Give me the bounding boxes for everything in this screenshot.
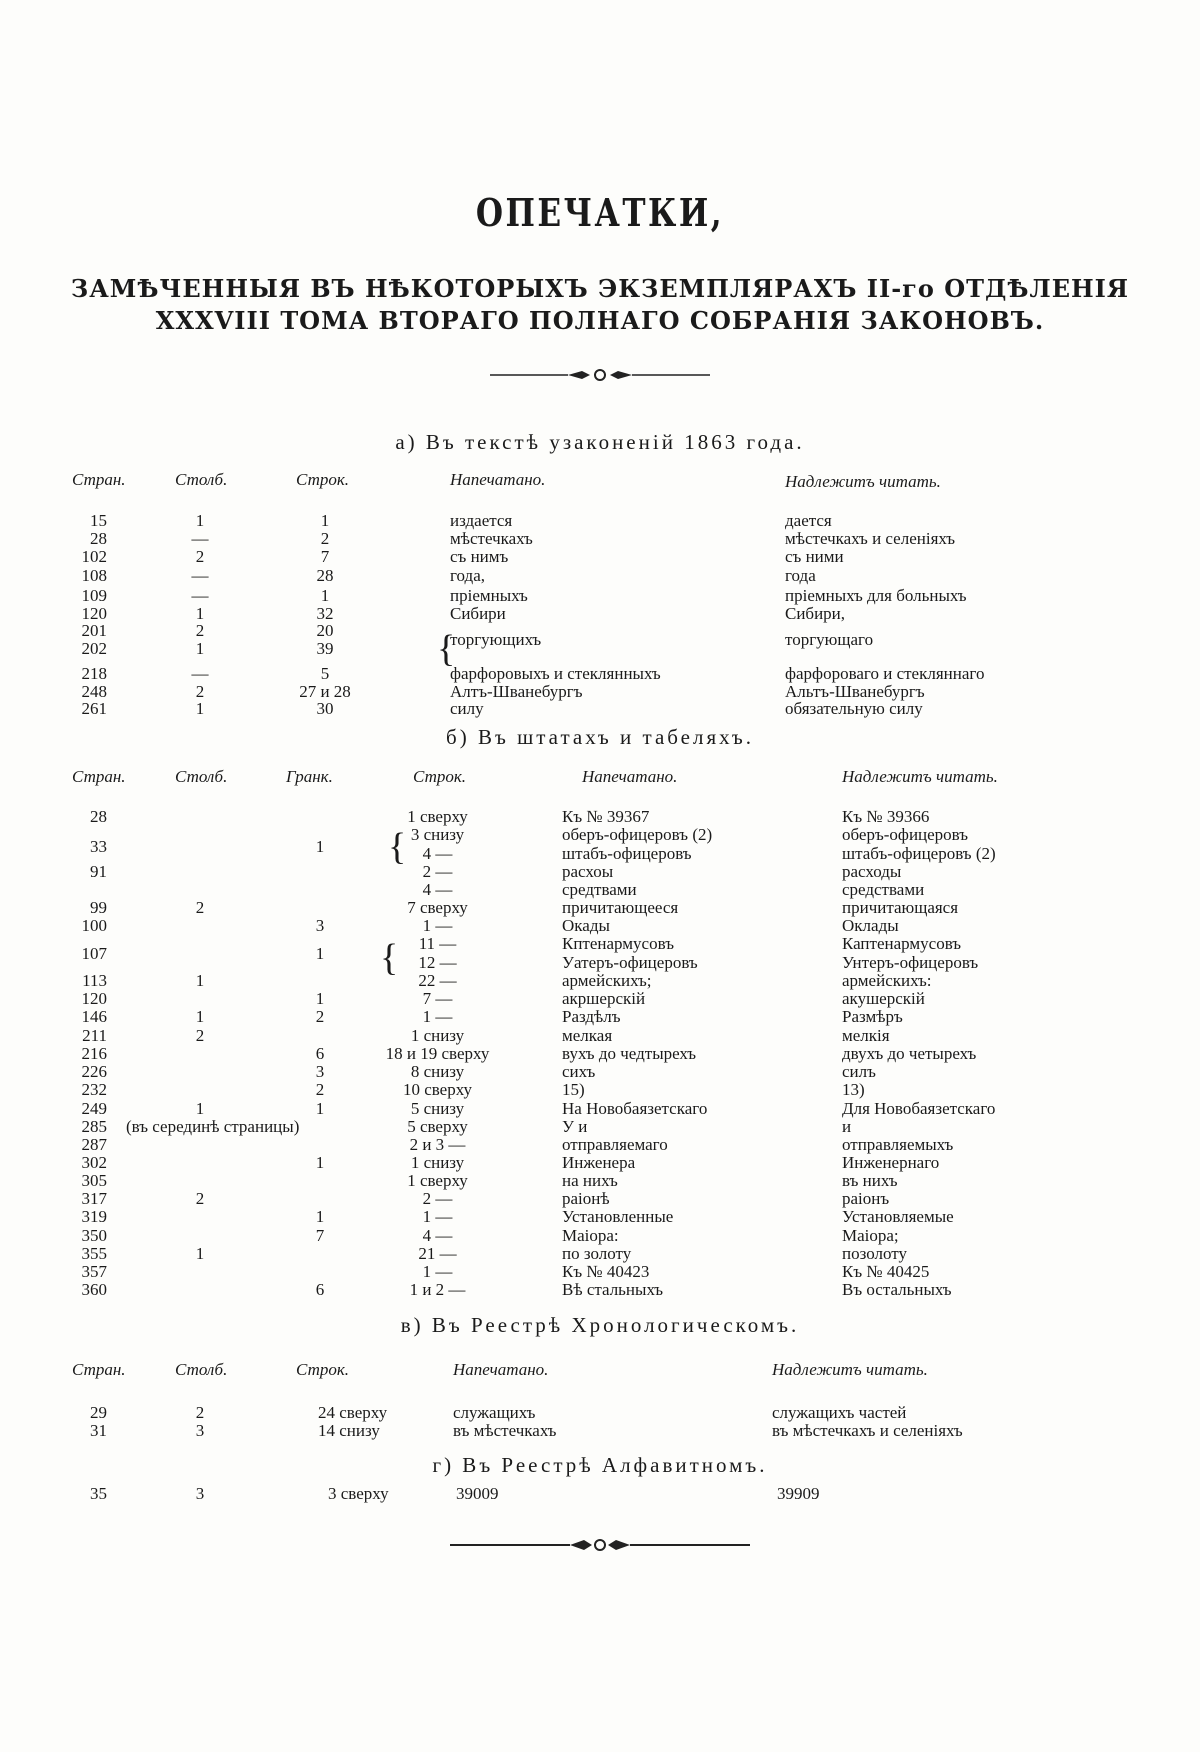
errata-b-read: Къ № 40425 xyxy=(842,1262,930,1281)
errata-b-grank: 3 xyxy=(315,1062,325,1081)
errata-b-line: 3 снизу xyxy=(410,825,465,844)
errata-c-line: 14 снизу xyxy=(318,1421,380,1440)
errata-a-printed: Сибири xyxy=(450,604,506,623)
errata-a-line: 1 xyxy=(320,586,330,605)
errata-b-page: 146 xyxy=(81,1007,107,1026)
errata-b-read: Установляемые xyxy=(842,1207,954,1226)
errata-b-read: отправляемыхъ xyxy=(842,1135,954,1154)
errata-b-line: 1 — xyxy=(422,916,453,935)
errata-b-read: въ нихъ xyxy=(842,1171,898,1190)
errata-b-grank: 1 xyxy=(315,1099,325,1118)
errata-b-column: 1 xyxy=(195,1099,205,1118)
section-b-header-line: Строк. xyxy=(413,767,467,786)
errata-a-column: 1 xyxy=(195,511,205,530)
errata-b-read: Для Новобаязетскаго xyxy=(842,1099,996,1118)
errata-a-read: торгующаго xyxy=(785,630,874,649)
errata-b-page: 249 xyxy=(81,1099,107,1118)
errata-b-line: 1 сверху xyxy=(407,807,468,826)
section-d-heading: г) Въ Реестрѣ Алфавитномъ. xyxy=(432,1453,768,1477)
errata-b-printed: Установленные xyxy=(562,1207,674,1226)
errata-a-line: 2 xyxy=(320,529,330,548)
section-a-header-read: Надлежитъ читать. xyxy=(785,472,941,491)
errata-b-read: раіонъ xyxy=(842,1189,890,1208)
errata-b-printed: Кптенармусовъ xyxy=(562,934,674,953)
errata-b-printed: вухъ до чедтырехъ xyxy=(562,1044,697,1063)
section-b-heading: б) Въ штатахъ и табеляхъ. xyxy=(446,725,754,749)
errata-b-line: 2 и 3 — xyxy=(409,1135,466,1154)
errata-b-page: 287 xyxy=(81,1135,107,1154)
errata-b-read: мелкія xyxy=(842,1026,890,1045)
errata-b-printed: раіонѣ xyxy=(562,1189,610,1208)
errata-a-column: 2 xyxy=(195,682,205,701)
errata-b-column: 2 xyxy=(195,1026,205,1045)
errata-b-printed: сихъ xyxy=(562,1062,596,1081)
errata-b-read: силъ xyxy=(842,1062,876,1081)
errata-b-line: 22 — xyxy=(418,971,457,990)
errata-a-column: 1 xyxy=(195,699,205,718)
errata-b-read: расходы xyxy=(842,862,902,881)
errata-b-page: 28 xyxy=(90,807,107,826)
errata-b-read: Маіора; xyxy=(842,1226,899,1245)
errata-b-page: 302 xyxy=(81,1153,107,1172)
errata-b-line: 18 и 19 сверху xyxy=(385,1044,490,1063)
errata-b-read: причитающаяся xyxy=(842,898,959,917)
errata-b-grank: 1 xyxy=(315,837,325,856)
ornament-top xyxy=(0,368,1200,387)
errata-b-grank: 7 xyxy=(315,1226,325,1245)
errata-b-printed: акршерскій xyxy=(562,989,646,1008)
errata-a-column: — xyxy=(191,529,209,548)
errata-a-page: 218 xyxy=(81,664,107,683)
errata-a-line: 39 xyxy=(316,639,334,658)
errata-a-printed: издается xyxy=(450,511,513,530)
errata-b-read: 13) xyxy=(842,1080,865,1099)
errata-a-page: 109 xyxy=(81,586,107,605)
errata-b-page: 120 xyxy=(81,989,107,1008)
errata-a-read: пріемныхъ для больныхъ xyxy=(785,586,967,605)
errata-b-line: 1 сверху xyxy=(407,1171,468,1190)
errata-b-column: 2 xyxy=(195,1189,205,1208)
errata-b-page: 232 xyxy=(81,1080,107,1099)
page-subtitle-line-2: XXXVIII ТОМА ВТОРАГО ПОЛНАГО СОБРАНІЯ ЗАКОНОВЪ. xyxy=(155,306,1045,335)
errata-b-column: 2 xyxy=(195,898,205,917)
errata-d-printed: 39009 xyxy=(456,1484,499,1503)
errata-b-grank: 6 xyxy=(315,1280,325,1299)
errata-b-page: 360 xyxy=(81,1280,107,1299)
errata-d-read: 39909 xyxy=(777,1484,820,1503)
errata-b-printed: на нихъ xyxy=(562,1171,618,1190)
errata-b-read: оберъ-офицеровъ xyxy=(842,825,969,844)
errata-b-page: 285 xyxy=(81,1117,107,1136)
errata-b-line: 1 снизу xyxy=(410,1153,465,1172)
errata-b-column: 1 xyxy=(195,971,205,990)
errata-a-page: 15 xyxy=(90,511,107,530)
errata-b-grank: 2 xyxy=(315,1080,325,1099)
section-c-heading: в) Въ Реестрѣ Хронологическомъ. xyxy=(400,1313,800,1337)
errata-b-read: армейскихъ: xyxy=(842,971,932,990)
errata-b-read: Унтеръ-офицеровъ xyxy=(842,953,979,972)
errata-a-column: 1 xyxy=(195,604,205,623)
errata-b-read: штабъ-офицеровъ (2) xyxy=(842,844,996,863)
errata-a-page: 102 xyxy=(81,547,107,566)
errata-b-line: 21 — xyxy=(418,1244,457,1263)
errata-a-line: 20 xyxy=(316,621,334,640)
errata-a-printed: мѣстечкахъ xyxy=(450,529,533,548)
errata-b-line: 10 сверху xyxy=(402,1080,473,1099)
errata-b-grank: 3 xyxy=(315,916,325,935)
errata-a-read: Альтъ-Шванебургъ xyxy=(785,682,925,701)
errata-b-line: 1 снизу xyxy=(410,1026,465,1045)
errata-b-read: Къ № 39366 xyxy=(842,807,930,826)
errata-b-page: 107 xyxy=(81,944,107,963)
errata-a-line: 30 xyxy=(316,699,334,718)
errata-a-column: 1 xyxy=(195,639,205,658)
errata-b-page: 99 xyxy=(90,898,107,917)
errata-c-page: 31 xyxy=(90,1421,107,1440)
errata-a-column: — xyxy=(191,566,209,585)
errata-a-read: съ ними xyxy=(785,547,844,566)
errata-b-page: 216 xyxy=(81,1044,107,1063)
errata-b-page: 226 xyxy=(81,1062,107,1081)
errata-a-printed: фарфоровыхъ и стеклянныхъ xyxy=(450,664,661,683)
errata-a-read: года xyxy=(785,566,816,585)
errata-b-page: 350 xyxy=(81,1226,107,1245)
errata-b-printed: Раздѣлъ xyxy=(562,1007,621,1026)
brace-107: { xyxy=(380,937,399,979)
errata-b-page: 357 xyxy=(81,1262,107,1281)
errata-a-line: 28 xyxy=(316,566,334,585)
errata-a-printed: силу xyxy=(450,699,484,718)
errata-c-column: 3 xyxy=(195,1421,205,1440)
errata-b-printed: расхоы xyxy=(562,862,614,881)
section-a-header-printed: Напечатано. xyxy=(450,470,546,489)
errata-a-read: дается xyxy=(785,511,832,530)
errata-a-page: 108 xyxy=(81,566,107,585)
errata-a-column: — xyxy=(191,664,209,683)
section-b-header-grank: Гранк. xyxy=(286,767,333,786)
errata-a-read: обязательную силу xyxy=(785,699,923,718)
errata-b-read: средствами xyxy=(842,880,925,899)
errata-a-line: 27 и 28 xyxy=(299,682,351,701)
errata-b-line: 2 — xyxy=(422,862,453,881)
errata-b-read: Оклады xyxy=(842,916,899,935)
errata-a-line: 7 xyxy=(320,547,330,566)
errata-b-line: 1 — xyxy=(422,1262,453,1281)
page-subtitle-line-1: ЗАМѢЧЕННЫЯ ВЪ НѢКОТОРЫХЪ ЭКЗЕМПЛЯРАХЪ II-го ОТДѢЛЕНІЯ xyxy=(70,274,1130,303)
errata-b-printed: отправляемаго xyxy=(562,1135,668,1154)
errata-a-column: 2 xyxy=(195,621,205,640)
errata-b-read: Размѣръ xyxy=(842,1007,903,1026)
errata-b-line: 7 — xyxy=(422,989,453,1008)
errata-b-printed: Окады xyxy=(562,916,610,935)
brace-33: { xyxy=(388,826,407,868)
errata-b-grank: 1 xyxy=(315,989,325,1008)
errata-b-page: 33 xyxy=(90,837,107,856)
errata-b-read: Инженернаго xyxy=(842,1153,940,1172)
section-a-header-page: Стран. xyxy=(72,470,126,489)
errata-a-page: 261 xyxy=(81,699,107,718)
errata-b-page: 211 xyxy=(82,1026,107,1045)
errata-b-printed: причитающееся xyxy=(562,898,679,917)
errata-a-read: Сибири, xyxy=(785,604,846,623)
errata-c-column: 2 xyxy=(195,1403,205,1422)
errata-c-read: служащихъ частей xyxy=(772,1403,907,1422)
errata-a-printed: Алтъ-Шванебургъ xyxy=(450,682,583,701)
errata-b-printed: мелкая xyxy=(562,1026,613,1045)
errata-b-grank: 2 xyxy=(315,1007,325,1026)
errata-c-printed: служащихъ xyxy=(453,1403,536,1422)
section-c-header-printed: Напечатано. xyxy=(453,1360,549,1379)
errata-b-read: двухъ до четырехъ xyxy=(842,1044,977,1063)
errata-a-printed: пріемныхъ xyxy=(450,586,528,605)
errata-b-page: 113 xyxy=(82,971,107,990)
errata-b-page: 355 xyxy=(81,1244,107,1263)
errata-b-line: 4 — xyxy=(422,1226,453,1245)
errata-b-column: 1 xyxy=(195,1244,205,1263)
errata-a-page: 202 xyxy=(81,639,107,658)
errata-b-line: 5 снизу xyxy=(410,1099,465,1118)
section-c-header-read: Надлежитъ читать. xyxy=(772,1360,928,1379)
errata-c-page: 29 xyxy=(90,1403,107,1422)
errata-b-printed: Уатеръ-офицеровъ xyxy=(562,953,698,972)
errata-b-read: Каптенармусовъ xyxy=(842,934,962,953)
section-c-header-page: Стран. xyxy=(72,1360,126,1379)
errata-a-column: — xyxy=(191,586,209,605)
errata-b-line: 1 — xyxy=(422,1007,453,1026)
errata-b-read: позолоту xyxy=(842,1244,907,1263)
errata-b-line: 1 — xyxy=(422,1207,453,1226)
errata-b-printed: Къ № 39367 xyxy=(562,807,650,826)
errata-c-line: 24 сверху xyxy=(318,1403,388,1422)
errata-a-printed: года, xyxy=(450,566,486,585)
errata-d-column: 3 xyxy=(195,1484,205,1503)
errata-b-printed: по золоту xyxy=(562,1244,632,1263)
section-c-header-line: Строк. xyxy=(296,1360,350,1379)
errata-b-printed: средтвами xyxy=(562,880,637,899)
errata-b-line: 11 — xyxy=(418,934,457,953)
errata-a-line: 32 xyxy=(316,604,334,623)
errata-b-line: 1 и 2 — xyxy=(409,1280,466,1299)
errata-b-page: 319 xyxy=(81,1207,107,1226)
errata-b-printed: штабъ-офицеровъ xyxy=(562,844,692,863)
section-a-header-line: Строк. xyxy=(296,470,350,489)
errata-b-printed: 15) xyxy=(562,1080,585,1099)
brace-201-202: { xyxy=(437,628,456,670)
errata-b-page: 91 xyxy=(90,862,107,881)
page-title: ОПЕЧАТКИ, xyxy=(475,190,725,235)
errata-a-line: 1 xyxy=(320,511,330,530)
section-b-header-printed: Напечатано. xyxy=(582,767,678,786)
errata-b-printed: У и xyxy=(562,1117,588,1136)
errata-b-line: 4 — xyxy=(422,880,453,899)
errata-b-printed: На Новобаязетскаго xyxy=(562,1099,708,1118)
errata-b-line: 8 снизу xyxy=(410,1062,465,1081)
errata-b-read: и xyxy=(842,1117,852,1136)
errata-d-line: 3 сверху xyxy=(328,1484,389,1503)
errata-a-read: мѣстечкахъ и селеніяхъ xyxy=(785,529,956,548)
errata-a-page: 248 xyxy=(81,682,107,701)
errata-a-page: 28 xyxy=(90,529,107,548)
errata-c-printed: въ мѣстечкахъ xyxy=(453,1421,557,1440)
errata-b-printed: Маіора: xyxy=(562,1226,619,1245)
section-b-header-page: Стран. xyxy=(72,767,126,786)
errata-b-grank: 6 xyxy=(315,1044,325,1063)
errata-a-printed: съ нимъ xyxy=(450,547,509,566)
section-a-heading: а) Въ текстѣ узаконеній 1863 года. xyxy=(395,430,805,454)
section-b-header-col: Столб. xyxy=(175,767,228,786)
errata-b-column: 1 xyxy=(195,1007,205,1026)
errata-b-page: 317 xyxy=(81,1189,107,1208)
errata-b-grank: 1 xyxy=(315,1153,325,1172)
errata-a-page: 120 xyxy=(81,604,107,623)
errata-b-printed: оберъ-офицеровъ (2) xyxy=(562,825,713,844)
errata-b-column: (въ серединѣ страницы) xyxy=(126,1117,300,1136)
ornament-bottom xyxy=(0,1538,1200,1557)
errata-b-printed: Инженера xyxy=(562,1153,636,1172)
section-c-header-col: Столб. xyxy=(175,1360,228,1379)
errata-d-page: 35 xyxy=(90,1484,107,1503)
errata-a-printed: торгующихъ xyxy=(450,630,542,649)
errata-b-printed: Вѣ стальныхъ xyxy=(562,1280,664,1299)
errata-b-grank: 1 xyxy=(315,1207,325,1226)
errata-b-read: Въ остальныхъ xyxy=(842,1280,952,1299)
errata-a-page: 201 xyxy=(81,621,107,640)
errata-b-line: 7 сверху xyxy=(407,898,468,917)
errata-b-grank: 1 xyxy=(315,944,325,963)
errata-a-line: 5 xyxy=(320,664,330,683)
errata-a-read: фарфороваго и стекляннаго xyxy=(785,664,985,683)
errata-a-column: 2 xyxy=(195,547,205,566)
errata-b-read: акушерскій xyxy=(842,989,925,1008)
errata-b-page: 305 xyxy=(81,1171,107,1190)
errata-b-page: 100 xyxy=(81,916,107,935)
errata-b-line: 5 сверху xyxy=(407,1117,468,1136)
errata-b-line: 12 — xyxy=(418,953,457,972)
errata-c-read: въ мѣстечкахъ и селеніяхъ xyxy=(772,1421,963,1440)
section-b-header-read: Надлежитъ читать. xyxy=(842,767,998,786)
section-a-header-col: Столб. xyxy=(175,470,228,489)
errata-b-printed: армейскихъ; xyxy=(562,971,652,990)
errata-b-line: 4 — xyxy=(422,844,453,863)
errata-b-printed: Къ № 40423 xyxy=(562,1262,650,1281)
errata-b-line: 2 — xyxy=(422,1189,453,1208)
